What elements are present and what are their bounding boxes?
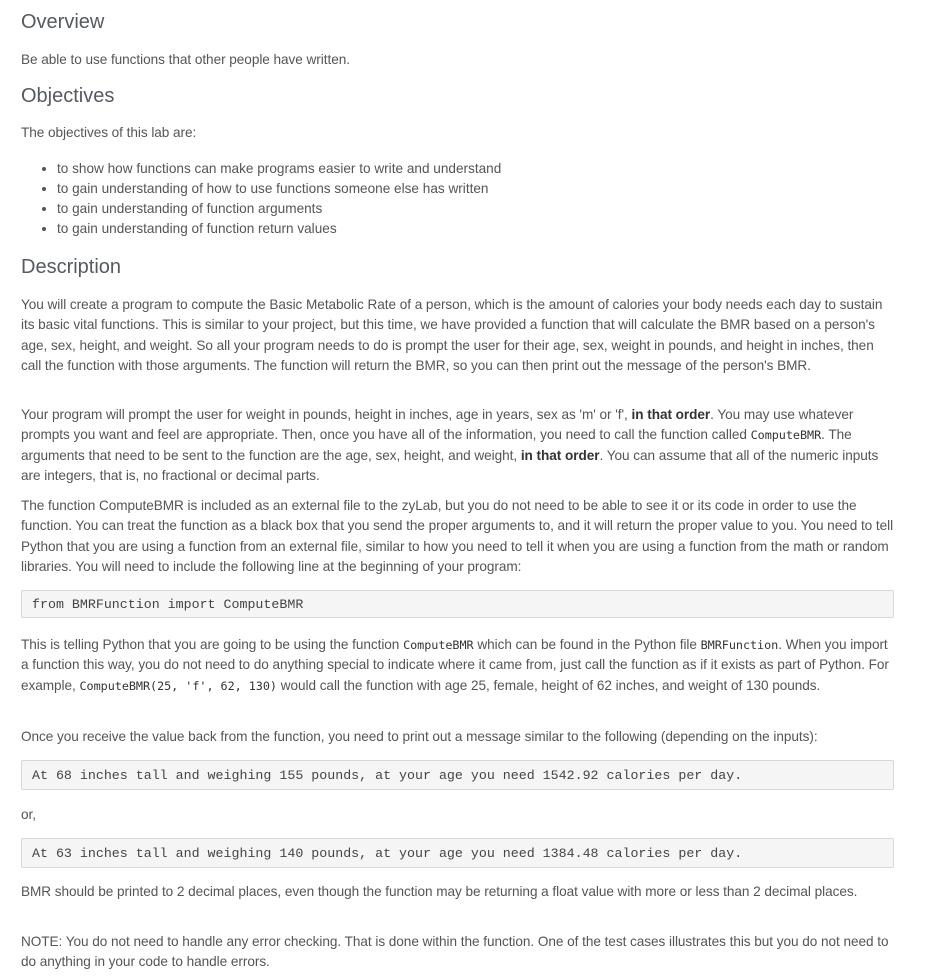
inline-code-example-call: ComputeBMR(25, 'f', 62, 130): [79, 678, 277, 693]
list-item: • to gain understanding of function return values: [57, 219, 917, 239]
inline-code-computebmr: ComputeBMR: [403, 638, 474, 652]
overview-text: Be able to use functions that other people have written.: [21, 52, 350, 67]
inline-code-bmrfunction: BMRFunction: [700, 638, 779, 652]
objectives-list: [21, 159, 917, 239]
description-paragraph-4: This is telling Python that you are going to be using the function ComputeBMR which can be found in the Python file BMRFunction. When you import a function this way, you do not need to do anything special to indicate where it came from, just call the function as if it exists as part of Python. For example, ComputeBMR(25, 'f', 62, 130) would call the function with age 25, female, height of 62 inches, and weight of 130 pounds.: [21, 637, 889, 693]
list-item: • to gain understanding of function arguments: [57, 199, 917, 219]
emphasis-order: in that order: [631, 407, 711, 422]
description-heading: Description: [21, 256, 122, 278]
list-item: • to show how functions can make programs easier to write and understand: [57, 159, 917, 179]
description-paragraph-7: NOTE: You do not need to handle any error checking. That is done within the function. One of the test cases illustrates this but you do not need to do anything in your code to handle errors.: [21, 934, 889, 970]
description-paragraph-2: Your program will prompt the user for weight in pounds, height in inches, age in years, sex as 'm' or 'f', in that order. You may use whatever prompts you want and feel are appropriate. Then, once you have all of the information, you need to call the function called ComputeBMR. The arguments that need to be sent to the function are the age, sex, height, and weight, in that order. You can assume that all of the numeric inputs are integers, that is, no fractional or decimal parts.: [21, 407, 879, 483]
description-paragraph-5: Once you receive the value back from the function, you need to print out a message similar to the following (depending on the inputs):: [21, 729, 818, 744]
example-output-1: At 68 inches tall and weighing 155 pounds, at your age you need 1542.92 calories per day.: [21, 760, 894, 790]
list-item: • to gain understanding of how to use functions someone else has written: [57, 179, 917, 199]
description-paragraph-6: BMR should be printed to 2 decimal places, even though the function may be returning a float value with more or less than 2 decimal places.: [21, 884, 858, 899]
objectives-intro: The objectives of this lab are:: [21, 125, 197, 140]
import-code-block: from BMRFunction import ComputeBMR: [21, 590, 894, 618]
example-output-2: At 63 inches tall and weighing 140 pounds, at your age you need 1384.48 calories per day.: [21, 838, 894, 868]
description-paragraph-1: You will create a program to compute the Basic Metabolic Rate of a person, which is the amount of calories your body needs each day to sustain its basic vital functions. This is similar to your project, but this time, we have provided a function that will calculate the BMR based on a person's age, sex, height, and weight. So all your program needs to do is prompt the user for their age, sex, weight in pounds, and height in inches, then call the function with those arguments. The function will return the BMR, so you can then print out the message of the person's BMR.: [21, 297, 883, 373]
emphasis-order: in that order: [520, 447, 600, 463]
objectives-heading: Objectives: [21, 85, 115, 107]
overview-heading: Overview: [21, 11, 105, 33]
description-paragraph-3: The function ComputeBMR is included as an external file to the zyLab, but you do not need to be able to see it or its code in order to use the function. You can treat the function as a black box that you send the proper arguments to, and it will return the proper value to you. You need to tell Python that you are using a function from an external file, similar to how you need to tell it when you are using a function from the math or random libraries. You will need to include the following line at the beginning of your program:: [21, 498, 894, 574]
or-text: or,: [21, 807, 36, 822]
inline-code-computebmr: ComputeBMR: [750, 428, 822, 443]
